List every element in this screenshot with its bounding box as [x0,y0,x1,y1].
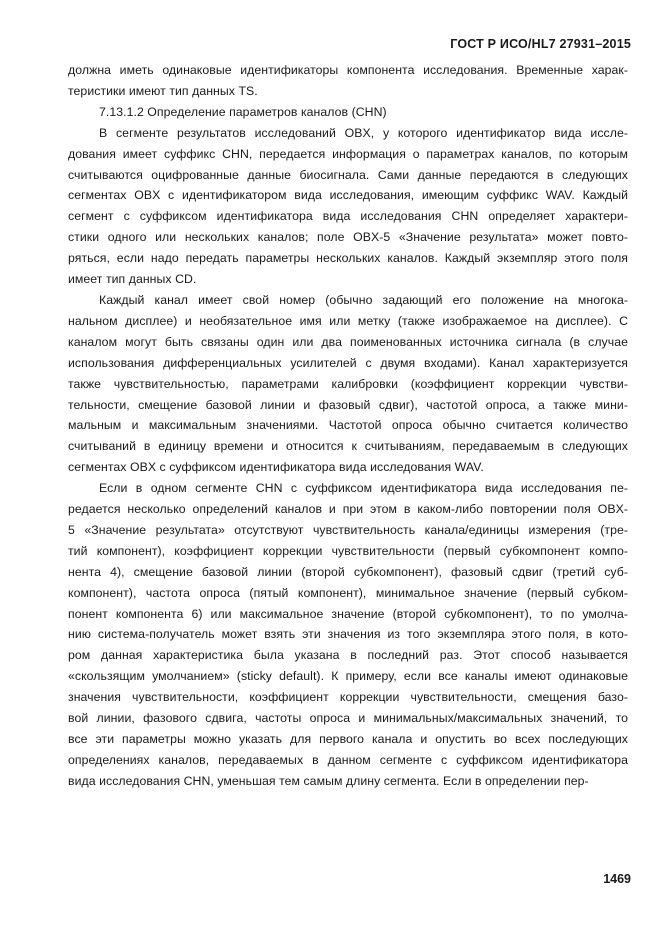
paragraph-line: нальном дисплее) и необязательное имя или метку (также изображаемое на дисплее). С [68,313,628,328]
paragraph-line: В сегменте результатов исследований OBX, у которого идентификатор вида иссле- [99,125,628,140]
paragraph-line: мальным и максимальным значениями. Частотой опроса обычно считается количество [68,418,628,433]
paragraph-line: каналом могут быть связаны один или два поименованных источника сигнала (в случае [68,334,628,349]
paragraph-line: дования имеет суффикс CHN, передается информация о параметрах каналов, по которым [68,146,628,161]
paragraph-line: считываются оцифрованные данные биосигнала. Сами данные передаются в следующих [68,167,628,182]
paragraph-line: ром данная характеристика была указана в последний раз. Этот способ называется [68,648,628,663]
paragraph-line: сегмент с суффиксом идентификатора вида исследования CHN определяет характери- [68,209,628,224]
paragraph-line: использования дифференциальных усилителей с двумя входами). Канал характеризуется [68,355,628,370]
paragraph-line: компонент), частота опроса (пятый компонент), минимальное значение (первый субком- [68,585,628,600]
paragraph-line: стики одного или нескольких каналов; поле OBX-5 «Значение результата» может повто- [68,230,628,245]
paragraph-line: нию система-получатель может взять эти значения из того экземпляра этого поля, в кото- [68,627,628,642]
paragraph-line: ряться, если надо передать параметры нескольких каналов. Каждый экземпляр этого поля [68,251,628,266]
document-body [68,60,628,792]
paragraph-line: Каждый канал имеет свой номер (обычно задающий его положение на многока- [99,292,628,307]
paragraph-line: тий компонент), коэффициент коррекции чувствительности (первый субкомпонент компо- [68,543,628,558]
page-number: 1469 [603,872,631,886]
paragraph-line: имеет тип данных CD. [68,272,197,287]
paragraph-line: 5 «Значение результата» отсутствуют чувствительность канала/единицы измерения (тре- [68,522,628,537]
paragraph-line: также чувствительностью, параметрами калибровки (коэффициент коррекции чувстви- [68,376,628,391]
paragraph-line: 7.13.1.2 Определение параметров каналов (CHN) [99,104,387,119]
paragraph-line: сегментах OBX с суффиксом идентификатора вида исследования WAV. [68,460,484,475]
paragraph-line: вида исследования CHN, уменьшая тем самым длину сегмента. Если в определении пер- [68,773,589,788]
paragraph-line: нента 4), смещение базовой линии (второй субкомпонент), фазовый сдвиг (третий суб- [68,564,628,579]
paragraph-line: считываний в единицу времени и относится к считываниям, передаваемым в следующих [68,439,628,454]
paragraph-line: тельности, смещение базовой линии и фазовый сдвиг), частотой опроса, а также мини- [68,397,628,412]
paragraph-line: понент компонента 6) или максимальное значение (второй субкомпонент), то по умолча- [68,606,628,621]
paragraph-line: Если в одном сегменте CHN с суффиксом идентификатора вида исследования пе- [99,481,628,496]
paragraph-line: сегментах OBX с идентификатором вида исследования, имеющим суффикс WAV. Каждый [68,188,628,203]
paragraph-line: должна иметь одинаковые идентификаторы компонента исследования. Временные харак- [68,63,628,77]
paragraph-line: все эти параметры можно указать для первого канала и опустить во всех последующих [68,732,628,746]
paragraph-line: редается несколько определений каналов и при этом в каком-либо повторении поля OBX- [68,502,628,517]
paragraph-line: «скользящим умолчанием» (sticky default). К примеру, если все каналы имеют одинаковые [68,669,628,684]
paragraph-line: вой линии, фазового сдвига, частоты опроса и минимальных/максимальных значений, то [68,711,628,726]
paragraph-line: значения чувствительности, коэффициент коррекции чувствительности, смещения базо- [68,690,628,705]
paragraph-line: определениях каналов, передаваемых в данном сегменте с суффиксом идентификатора [68,752,628,767]
paragraph-line: теристики имеют тип данных TS. [68,83,258,98]
document-header: ГОСТ Р ИСО/HL7 27931–2015 [450,37,631,51]
